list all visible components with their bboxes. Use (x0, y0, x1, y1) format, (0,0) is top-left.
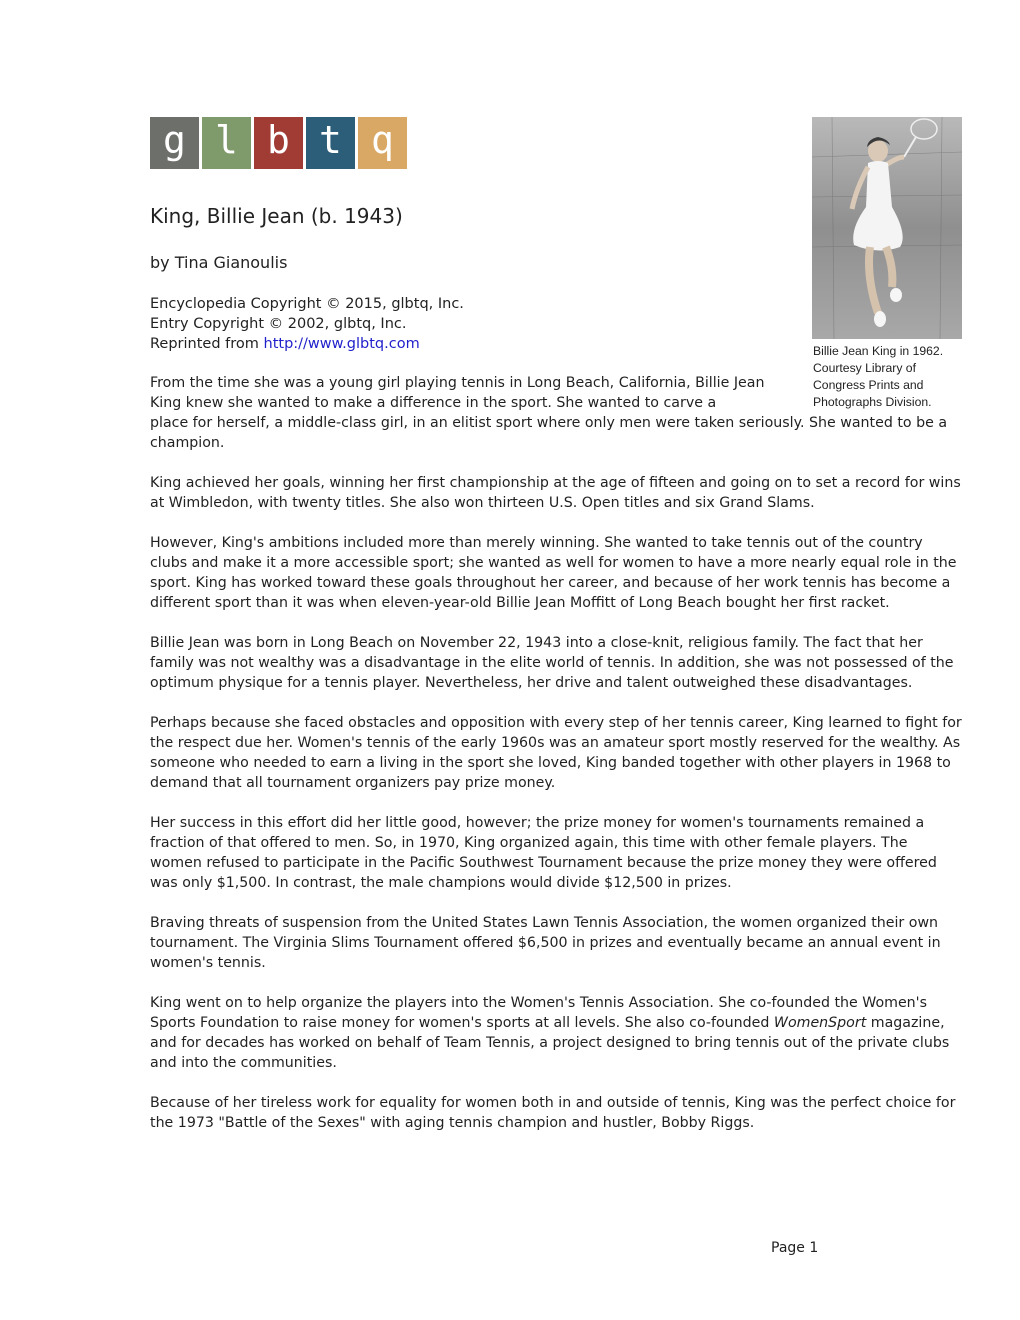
page-number: Page 1 (771, 1240, 819, 1256)
paragraph-1-part-a: From the time she was a young girl playing tennis in Long Beach, California, Billie Jean King knew she wanted to make a difference in the sport. She wanted to carve a (150, 375, 765, 411)
logo-tile-l: l (202, 117, 251, 169)
glbtq-link[interactable]: http://www.glbtq.com (263, 336, 420, 352)
paragraph-8 (150, 993, 962, 1073)
photo-caption: Billie Jean King in 1962. Courtesy Library of Congress Prints and Photographs Division. (813, 344, 944, 409)
paragraph-2: King achieved her goals, winning her first championship at the age of fifteen and going on to set a record for wins at Wimbledon, with twenty titles. She also won thirteen U.S. Open titles and six Grand Slams. (150, 475, 961, 511)
reprinted-prefix: Reprinted from (150, 336, 264, 352)
paragraph-1-part-b: place for herself, a middle-class girl, in an elitist sport where only men were taken seriously. She wanted to be a champion. (150, 415, 948, 451)
logo-tile-g: g (150, 117, 199, 169)
billie-jean-king-photo (812, 117, 962, 339)
author-byline: by Tina Gianoulis (150, 253, 288, 272)
logo-tile-q: q (358, 117, 407, 169)
copyright-block (150, 294, 464, 354)
logo-tile-t: t (306, 117, 355, 169)
glbtq-logo (150, 117, 410, 169)
paragraph-7: Braving threats of suspension from the United States Lawn Tennis Association, the women organized their own tournament. The Virginia Slims Tournament offered $6,500 in prizes and eventually became an annual event in women's tennis. (150, 915, 941, 971)
womensport-magazine-title: WomenSport (773, 1015, 867, 1031)
logo-tile-b: b (254, 117, 303, 169)
paragraph-3: However, King's ambitions included more than merely winning. She wanted to take tennis out of the country clubs and make it a more accessible sport; she wanted as well for women to have a more nearly equal role in the sport. King has worked toward these goals throughout her career, and because of her work tennis has become a different sport than it was when eleven-year-old Billie Jean Moffitt of Long Beach bought her first racket. (150, 535, 957, 611)
paragraph-9: Because of her tireless work for equality for women both in and outside of tennis, King was the perfect choice for the 1973 "Battle of the Sexes" with aging tennis champion and hustler, Bobby Riggs. (150, 1095, 956, 1131)
paragraph-1 (150, 373, 962, 453)
article-title: King, Billie Jean (b. 1943) (150, 204, 403, 228)
paragraph-4: Billie Jean was born in Long Beach on November 22, 1943 into a close-knit, religious family. The fact that her family was not wealthy was a disadvantage in the elite world of tennis. In addition, she was not possessed of the optimum physique for a tennis player. Nevertheless, her drive and talent outweighed these disadvantages. (150, 635, 954, 691)
paragraph-5: Perhaps because she faced obstacles and opposition with every step of her tennis career, King learned to fight for the respect due her. Women's tennis of the early 1960s was an amateur sport mostly reserved for the wealthy. As someone who needed to earn a living in the sport she loved, King banded together with other players in 1968 to demand that all tournament organizers pay prize money. (150, 715, 962, 791)
reprinted-line (150, 334, 464, 354)
encyclopedia-copyright: Encyclopedia Copyright © 2015, glbtq, Inc. (150, 296, 464, 312)
paragraph-8-start: King went on to help organize the players into the Women's Tennis Association. She co-founded the Women's Sports Foundation to raise money for women's sports at all levels. She also co-founded (150, 995, 927, 1031)
paragraph-8-end: magazine, and for decades has worked on behalf of Team Tennis, a project designed to bring tennis out of the private clubs and into the communities. (150, 1015, 950, 1071)
entry-copyright: Entry Copyright © 2002, glbtq, Inc. (150, 316, 407, 332)
paragraph-6: Her success in this effort did her little good, however; the prize money for women's tournaments remained a fraction of that offered to men. So, in 1970, King organized again, this time with other female players. The women refused to participate in the Pacific Southwest Tournament because the prize money they were offered was only $1,500. In contrast, the male champions would divide $12,500 in prizes. (150, 815, 937, 891)
article-body (150, 373, 962, 1153)
photo-figure (812, 117, 962, 411)
